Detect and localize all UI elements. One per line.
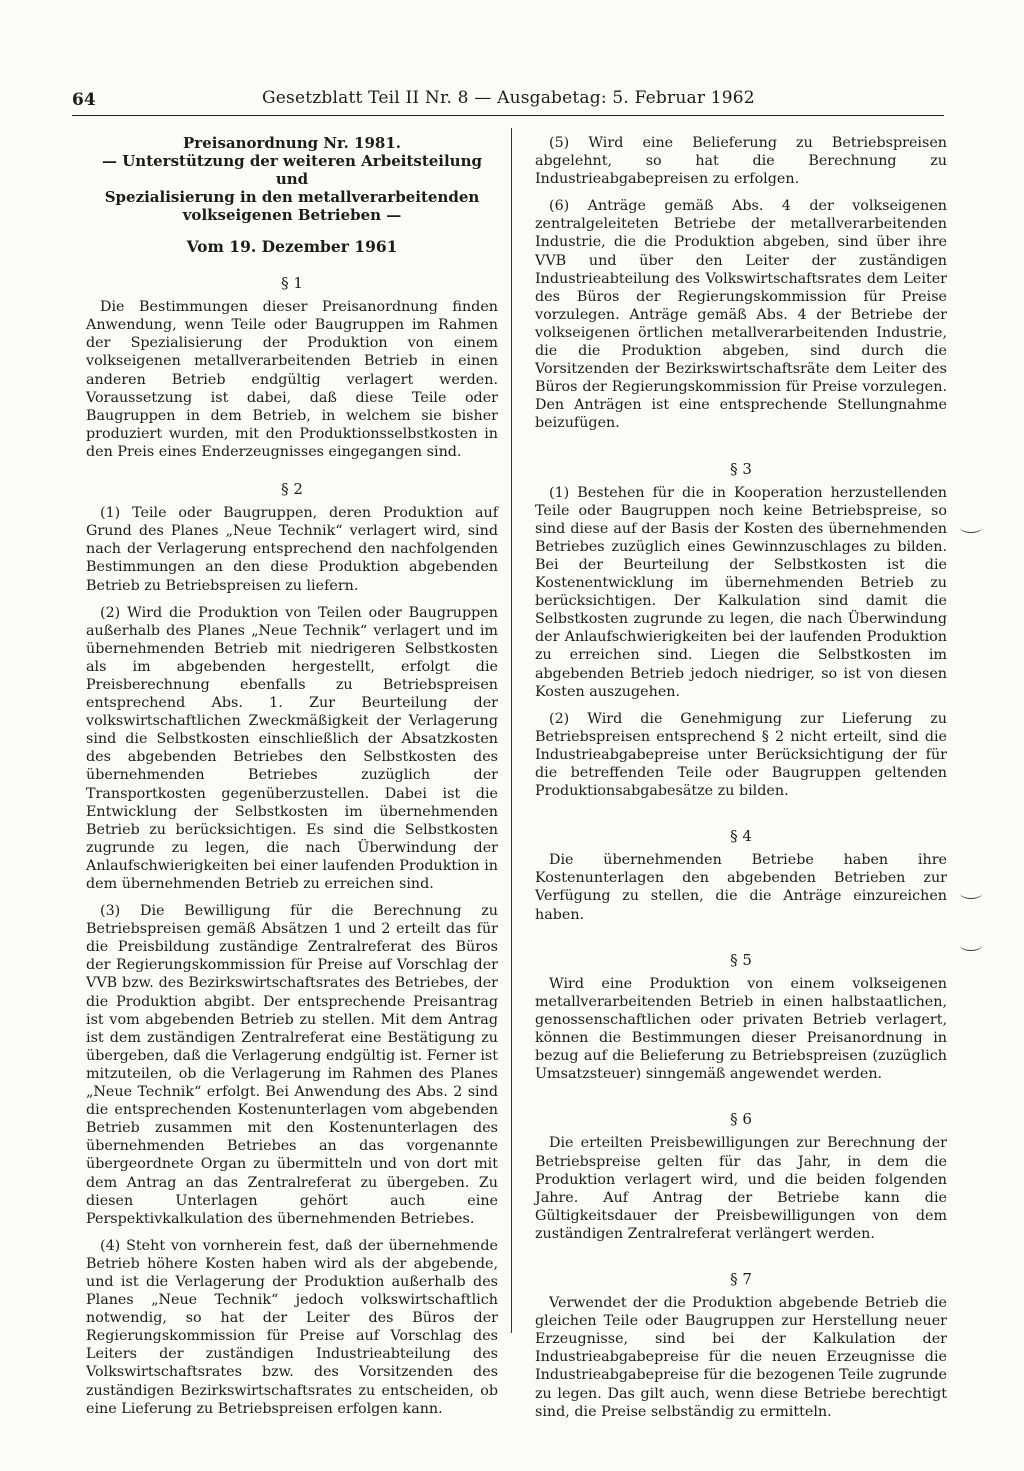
running-title: Gesetzblatt Teil II Nr. 8 — Ausgabetag: 5. Februar 1962 — [262, 88, 755, 108]
paragraph: (2) Wird die Genehmigung zur Lieferung zu Betriebspreisen entsprechend § 2 nicht erteilt, sind die Industrieabgabepreise unter Berücksichtigung der für die betreffenden Teile oder Baugruppen geltenden Produktionsabgabesätze zu bilden. — [535, 710, 947, 800]
section-heading-3: § 3 — [730, 459, 752, 478]
section-heading-6: § 6 — [730, 1110, 752, 1129]
paragraph: (3) Die Bewilligung für die Berechnung zu Betriebspreisen gemäß Absätzen 1 und 2 erteilt das für die Preisbildung zuständige Zentralreferat des Büros der Regierungskommission für Preise auf Vorschlag der VVB bzw. des Bezirkswirtschaftsrates des Betriebes, der die Produktion abgibt. Der entsprechende Preisantrag ist vom abgebenden Betrieb zu stellen. Mit dem Antrag ist dem zuständigen Zentralreferat eine Bestätigung zu übergeben, daß die Verlagerung endgültig ist. Ferner ist mitzuteilen, ob die Verlagerung im Rahmen des Planes „Neue Technik“ erfolgt. Bei Anwendung des Abs. 2 sind die entsprechenden Kostenunterlagen vom abgebenden Betrieb zusammen mit den Kostenunterlagen des übernehmenden Betriebes an das vorgenannte übergeordnete Organ zu übermitteln und von dort mit dem Antrag an das Zentralreferat zu übergeben. Zu diesen Unterlagen gehört auch eine Perspektivkalkulation des übernehmenden Betriebes. — [86, 903, 498, 1227]
title-line: Preisanordnung Nr. 1981. — [183, 134, 401, 152]
section-heading-2: § 2 — [281, 480, 303, 499]
ordinance-date: Vom 19. Dezember 1961 — [186, 237, 398, 256]
title-line: volkseigenen Betrieben — — [182, 206, 402, 224]
header-rule — [72, 115, 944, 116]
right-column — [535, 134, 947, 1430]
ordinance-title — [86, 134, 498, 224]
paragraph: (2) Wird die Produktion von Teilen oder Baugruppen außerhalb des Planes „Neue Technik“ verlagert und im übernehmenden Betrieb mit niedrigeren Selbstkosten als im abgebenden hergestellt, erfolgt die Preisberechnung ebenfalls zu Betriebspreisen entsprechend Abs. 1. Zur Beurteilung der volkswirtschaftlichen Zweckmäßigkeit der Verlagerung sind die Selbstkosten einschließlich der Absatzkosten des abgebenden Betriebes den Selbstkosten des übernehmenden Betriebes zuzüglich der Transportkosten gegenüberzustellen. Dabei ist die Entwicklung der Selbstkosten im übernehmenden Betrieb zu berücksichtigen. Es sind die Selbstkosten zugrunde zu legen, die nach Überwindung der Anlaufschwierigkeiten bei einer laufenden Produktion in dem übernehmenden Betrieb zu erreichen sind. — [86, 604, 498, 892]
paragraph: Die erteilten Preisbewilligungen zur Berechnung der Betriebspreise gelten für das Jahr, in dem die Produktion verlagert wird, und die beiden folgenden Jahre. Auf Antrag der Betriebe kann die Gültigkeitsdauer der Preisbewilligungen von dem zuständigen Zentralreferat verlängert werden. — [535, 1135, 947, 1242]
section-heading-5: § 5 — [730, 950, 752, 969]
paragraph: (4) Steht von vornherein fest, daß der übernehmende Betrieb höhere Kosten haben wird als der abgebende, und ist die Verlagerung der Produktion außerhalb des Planes „Neue Technik“ jedoch volkswirtschaftlich notwendig, so hat der Leiter des Büros der Regierungskommission für Preise auf Vorschlag des Leiters der zuständigen Industrieabteilung des Volkswirtschaftsrates bzw. des Vorsitzenden des zuständigen Bezirkswirtschaftsrates zu entscheiden, ob eine Lieferung zu Betriebspreisen erfolgen kann. — [86, 1237, 498, 1417]
paragraph: Wird eine Produktion von einem volkseigenen metallverarbeitenden Betrieb in einen halbstaatlichen, genossenschaftlichen oder privaten Betrieb verlagert, können die Bestimmungen dieser Preisanordnung in bezug auf die Belieferung zu Betriebspreisen (zuzüglich Umsatzsteuer) sinngemäß angewendet werden. — [535, 975, 947, 1083]
left-column — [86, 134, 498, 1427]
section-heading-1: § 1 — [281, 274, 303, 293]
section-heading-4: § 4 — [730, 827, 752, 846]
paragraph: Die übernehmenden Betriebe haben ihre Kostenunterlagen den abgebenden Betrieben zur Verfügung zu stellen, die die Anträge einzureichen haben. — [535, 852, 947, 923]
page-number: 64 — [72, 90, 96, 110]
title-line: — Unterstützung der weiteren Arbeitsteilung und — [101, 152, 482, 188]
paragraph: (6) Anträge gemäß Abs. 4 der volkseigenen zentralgeleiteten Betriebe der metallverarbeitenden Industrie, die die Produktion abgeben, sind über ihre VVB und über den Leiter der zuständigen Industrieabteilung des Volkswirtschaftsrates dem Leiter des Büros der Regierungskommission für Preise vorzulegen. Anträge gemäß Abs. 4 der Betriebe der volkseigenen örtlichen metallverarbeitenden Industrie, die die Produktion abgeben, sind durch die Vorsitzenden der Bezirkswirtschaftsräte dem Leiter des Büros der Regierungskommission für Preise vorzulegen. Den Anträgen ist eine entsprechende Stellungnahme beizufügen. — [535, 198, 947, 432]
margin-pen-mark — [960, 940, 982, 951]
column-divider — [511, 128, 512, 1333]
margin-pen-mark — [960, 522, 982, 533]
paragraph: Verwendet der die Produktion abgebende Betrieb die gleichen Teile oder Baugruppen zur Herstellung neuer Erzeugnisse, sind bei der Kalkulation der Industrieabgabepreise für die neuen Erzeugnisse die Industrieabgabepreise für die bezogenen Teile zugrunde zu legen. Das gilt auch, wenn diese Betriebe berechtigt sind, die Preise selbständig zu ermitteln. — [535, 1295, 947, 1420]
paragraph: (5) Wird eine Belieferung zu Betriebspreisen abgelehnt, so hat die Berechnung zu Industrieabgabepreisen zu erfolgen. — [535, 135, 947, 188]
paragraph: Die Bestimmungen dieser Preisanordnung finden Anwendung, wenn Teile oder Baugruppen im Rahmen der Spezialisierung der Produktion von einem volkseigenen metallverarbeitenden Betrieb in einen anderen Betrieb endgültig verlagert werden. Voraussetzung ist dabei, daß diese Teile oder Baugruppen in dem Betrieb, in welchem sie bisher produziert wurden, mit den Produktionsselbstkosten in den Preis eines Enderzeugnisses eingegangen sind. — [86, 299, 498, 460]
title-line: Spezialisierung in den metallverarbeitenden — [104, 188, 480, 206]
section-heading-7: § 7 — [730, 1269, 752, 1288]
paragraph: (1) Bestehen für die in Kooperation herzustellenden Teile oder Baugruppen noch keine Betriebspreise, so sind diese auf der Basis der Kosten des übernehmenden Betriebes zuzüglich eines Gewinnzuschlages zu bilden. Bei der Beurteilung der Selbstkosten ist die Kostenentwicklung im übernehmenden Betrieb zu berücksichtigen. Der Kalkulation sind damit die Selbstkosten zugrunde zu legen, die nach Überwindung der Anlaufschwierigkeiten bei der laufenden Produktion zu erreichen sind. Liegen die Selbstkosten im abgebenden Betrieb jedoch niedriger, so ist von diesen Kosten auszugehen. — [535, 484, 947, 700]
page-header — [72, 88, 940, 114]
paragraph: (1) Teile oder Baugruppen, deren Produktion auf Grund des Planes „Neue Technik“ verlagert wird, sind nach der Verlagerung entsprechend den nachfolgenden Bestimmungen an den diese Produktion abgebenden Betrieb zu Betriebspreisen zu liefern. — [86, 505, 498, 594]
margin-pen-mark — [960, 888, 982, 899]
